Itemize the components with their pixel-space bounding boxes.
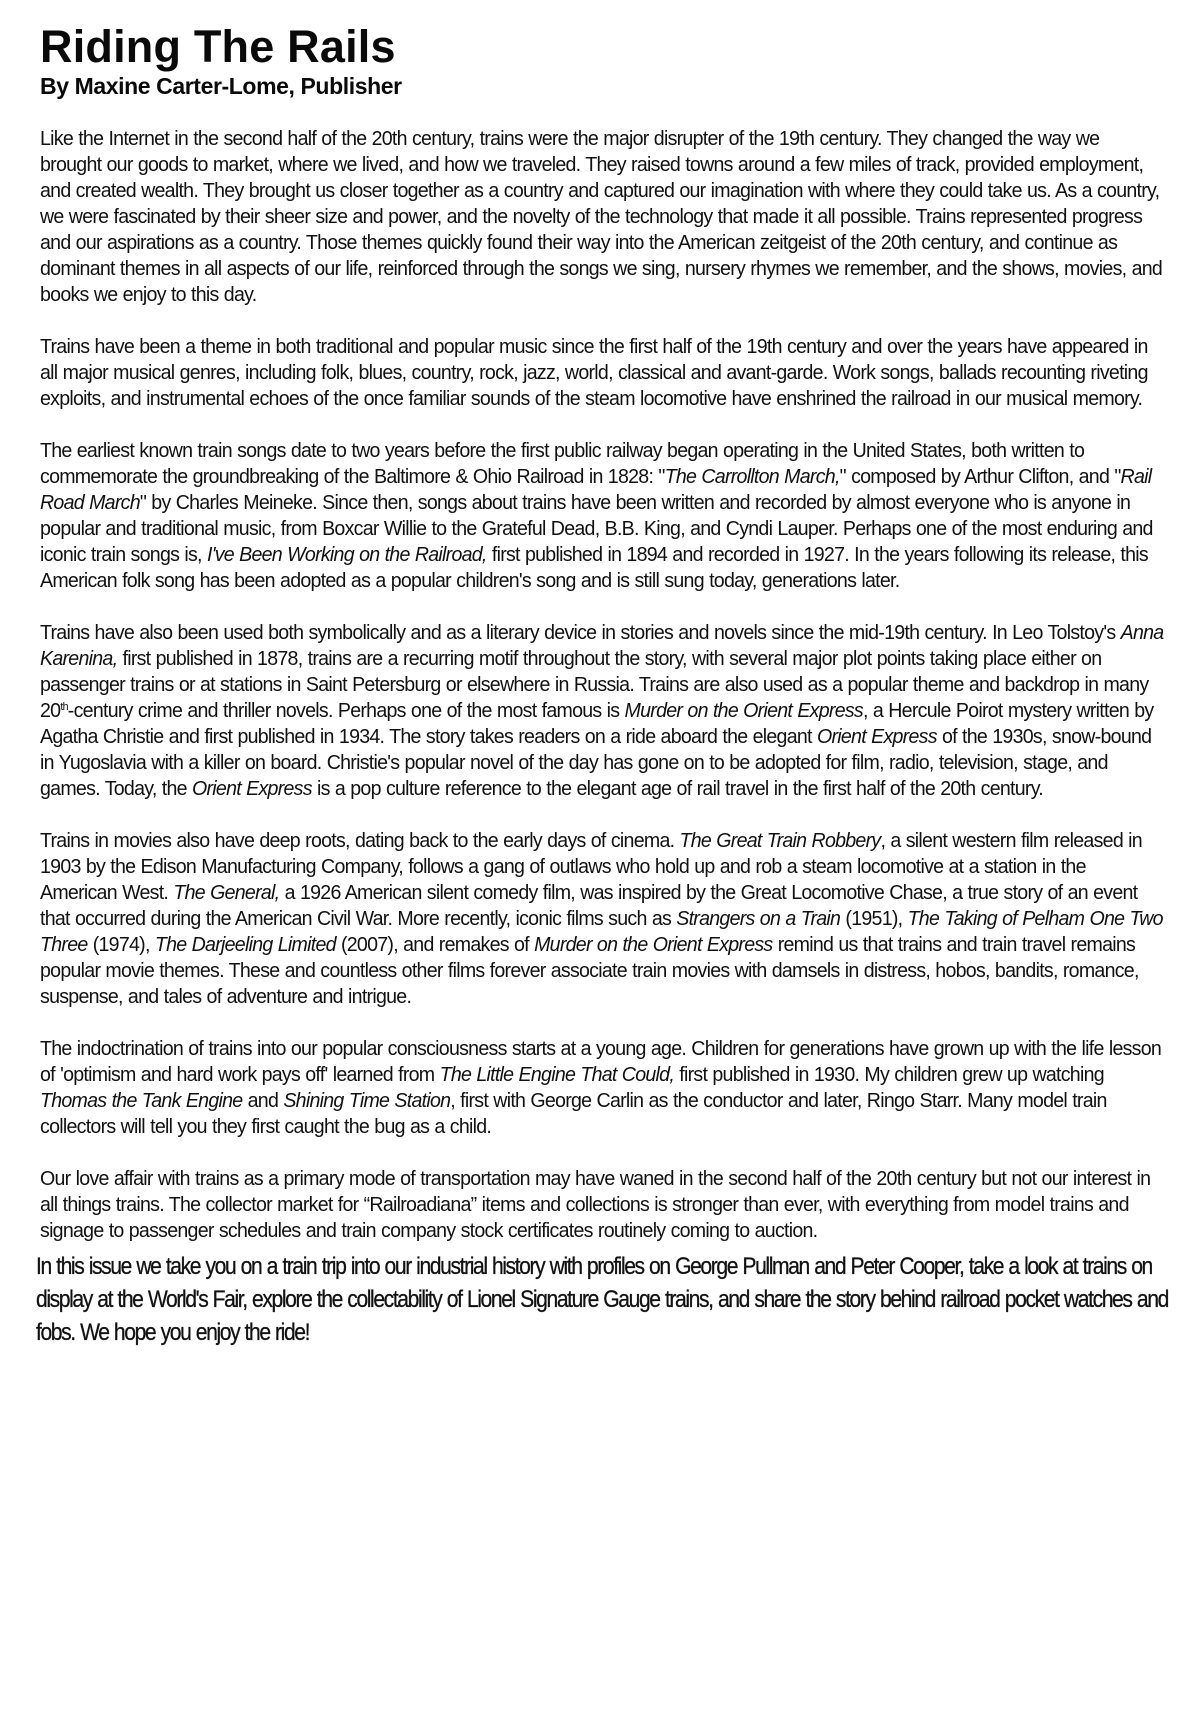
italic-title: I've Been Working on the Railroad,: [206, 544, 487, 566]
text-run: " by Charles Meineke. Since then, songs about trains have been written and recorded by almost everyone who is anyone in popular and traditional music, from Boxcar Willie to the Grateful Dead, B.B. King, and Cyndi Lauper. Perhaps one of the most enduring and iconic train songs is,: [40, 492, 1153, 566]
article-title: Riding The Rails: [40, 21, 396, 72]
superscript: th: [60, 701, 68, 713]
text-run: first published in 1878, trains are a recurring motif throughout the story, with several major plot points taking place either on passenger trains or at stations in Saint Petersburg or elsewhere in Russia. Trains are also used as a popular theme and backdrop in many 20: [40, 648, 1149, 722]
italic-title: Anna Karenina,: [40, 622, 1164, 670]
text-run: -century crime and thriller novels. Perhaps one of the most famous is: [67, 700, 625, 722]
text-run: The earliest known train songs date to two years before the first public railway began operating in the United States, both written to commemorate the groundbreaking of the Baltimore & Ohio Railroad in 1828: ": [40, 440, 1085, 488]
text-run: (1974),: [87, 934, 155, 956]
italic-title: Murder on the Orient Express: [534, 934, 773, 956]
text-run: Trains have also been used both symbolically and as a literary device in stories and novels since the mid-19th century. In Leo Tolstoy's: [40, 622, 1121, 644]
italic-title: Strangers on a Train: [676, 908, 841, 930]
closing-paragraph: In this issue we take you on a train trip into our industrial history with profiles on George Pullman and Peter Cooper, take a look at trains on display at the World's Fair, explore the collectability of Lionel Signature Gauge trains, and share the story behind railroad pocket watches and fobs. We hope you enjoy the ride!: [36, 1253, 1168, 1346]
text-run: Like the Internet in the second half of the 20th century, trains were the major disrupter of the 19th century. They changed the way we brought our goods to market, where we lived, and how we traveled. They raised towns around a few miles of track, provided employment, and created wealth. They brought us closer together as a country and captured our imagination with where they could take us. As a country, we were fascinated by their sheer size and power, and the novelty of the technology that made it all possible. Trains represented progress and our aspirations as a country. Those themes quickly found their way into the American zeitgeist of the 20th century, and continue as dominant themes in all aspects of our life, reinforced through the songs we sing, nursery rhymes we remember, and the shows, movies, and books we enjoy to this day.: [40, 128, 1163, 306]
italic-title: The Great Train Robbery: [679, 830, 881, 852]
paragraph-intro: [40, 126, 1165, 308]
text-run: Our love affair with trains as a primary mode of transportation may have waned in the second half of the 20th century but not our interest in all things trains. The collector market for “Railroadiana” items and collections is stronger than ever, with everything from model trains and signage to passenger schedules and train company stock certificates routinely coming to auction.: [40, 1168, 1151, 1242]
text-run: first published in 1930. My children grew up watching: [674, 1064, 1104, 1086]
article: [36, 21, 1170, 1349]
text-run: , a Hercule Poirot mystery written by Agatha Christie and first published in 1934. The story takes readers on a ride aboard the elegant: [40, 700, 1154, 748]
text-run: and: [242, 1090, 284, 1112]
paragraph-music: [40, 334, 1165, 412]
italic-title: Shining Time Station: [283, 1090, 451, 1112]
paragraph-collectors: [40, 1166, 1165, 1244]
italic-title: Rail Road March: [40, 466, 1152, 514]
text-run: Trains in movies also have deep roots, dating back to the early days of cinema.: [40, 830, 680, 852]
text-run: a 1926 American silent comedy film, was inspired by the Great Locomotive Chase, a true story of an event that occurred during the American Civil War. More recently, iconic films such as: [40, 882, 1138, 930]
article-byline: By Maxine Carter-Lome, Publisher: [40, 73, 402, 99]
italic-title: Orient Express: [816, 726, 937, 748]
paragraph-movies: [40, 828, 1165, 1010]
italic-title: The Little Engine That Could,: [439, 1064, 675, 1086]
italic-title: The General,: [173, 882, 280, 904]
paragraph-train-songs: [40, 438, 1165, 594]
italic-title: The Taking of Pelham One Two Three: [40, 908, 1163, 956]
text-run: of the 1930s, snow-bound in Yugoslavia with a killer on board. Christie's popular novel of the day has gone on to be adopted for film, radio, television, stage, and games. Today, the: [40, 726, 1152, 800]
text-run: first published in 1894 and recorded in 1927. In the years following its release, this American folk song has been adopted as a popular children's song and is still sung today, generations later.: [40, 544, 1148, 592]
text-run: (1951),: [840, 908, 908, 930]
italic-title: Thomas the Tank Engine: [40, 1090, 243, 1112]
text-run: Trains have been a theme in both traditional and popular music since the first half of the 19th century and over the years have appeared in all major musical genres, including folk, blues, country, rock, jazz, world, classical and avant-garde. Work songs, ballads recounting riveting exploits, and instrumental echoes of the once familiar sounds of the steam locomotive have enshrined the railroad in our musical memory.: [40, 336, 1148, 410]
text-run: remind us that trains and train travel remains popular movie themes. These and countless other films forever associate train movies with damsels in distress, hobos, bandits, romance, suspense, and tales of adventure and intrigue.: [40, 934, 1139, 1008]
italic-title: The Darjeeling Limited: [154, 934, 336, 956]
text-run: The indoctrination of trains into our popular consciousness starts at a young age. Children for generations have grown up with the life lesson of 'optimism and hard work pays off' learned from: [40, 1038, 1162, 1086]
text-run: " composed by Arthur Clifton, and ": [839, 466, 1121, 488]
italic-title: Murder on the Orient Express: [624, 700, 863, 722]
text-run: is a pop culture reference to the elegant age of rail travel in the first half of the 20th century.: [311, 778, 1044, 800]
italic-title: Orient Express: [192, 778, 312, 800]
text-run: (2007), and remakes of: [335, 934, 535, 956]
paragraph-literature: [40, 620, 1165, 802]
text-run: , first with George Carlin as the conductor and later, Ringo Starr. Many model train collectors will tell you they first caught the bug as a child.: [40, 1090, 1107, 1138]
text-run: , a silent western film released in 1903 by the Edison Manufacturing Company, follows a gang of outlaws who hold up and rob a steam locomotive at a station in the American West.: [40, 830, 1142, 904]
paragraph-childhood: [40, 1036, 1165, 1140]
italic-title: The Carrollton March,: [664, 466, 840, 488]
